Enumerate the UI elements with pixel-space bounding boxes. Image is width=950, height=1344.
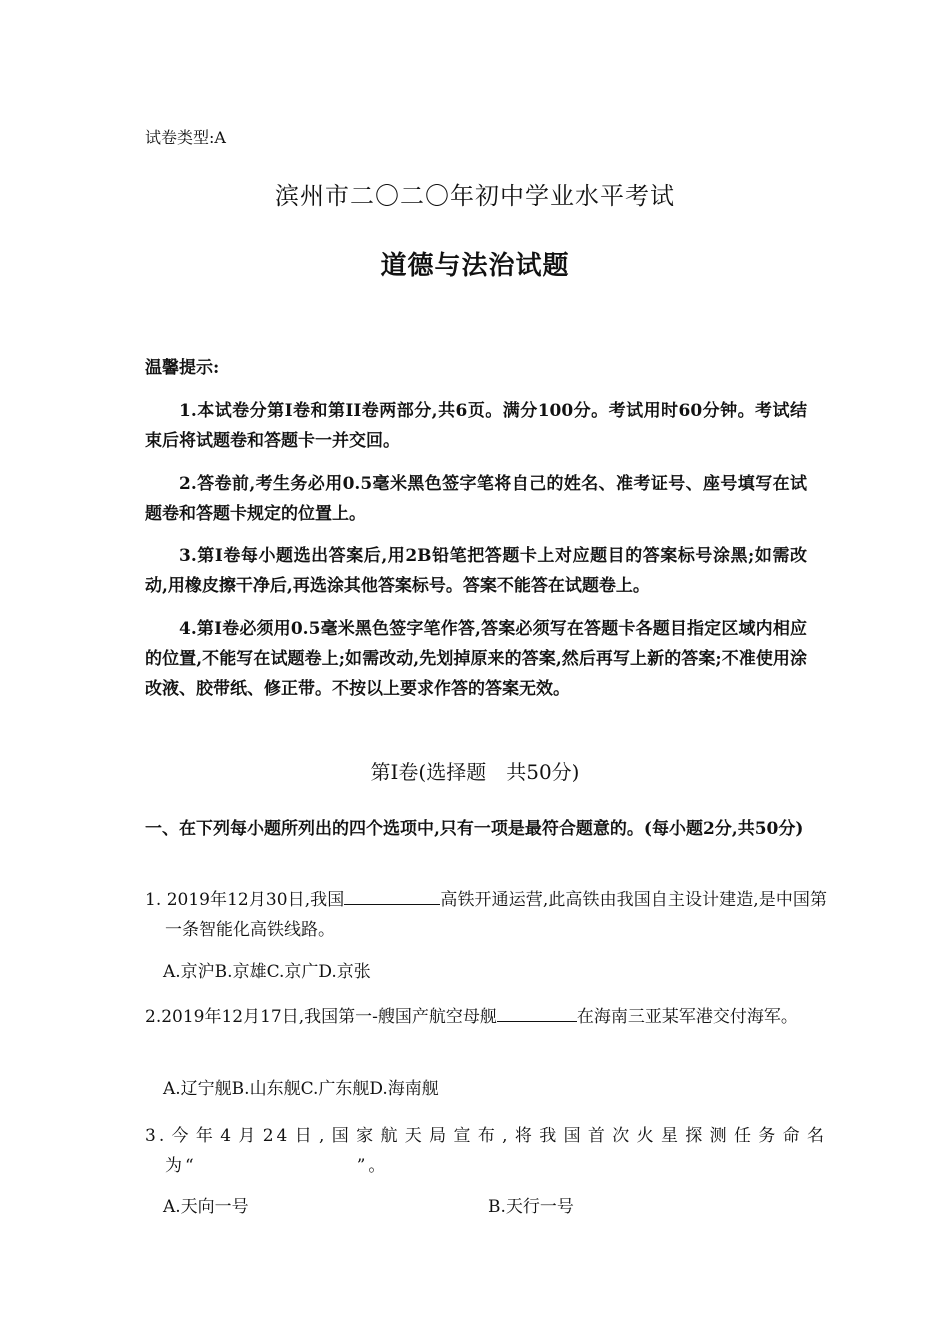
section-title: 第Ⅰ卷(选择题 共50分) <box>370 760 580 784</box>
tips-heading: 温馨提示: <box>145 358 220 378</box>
question-1-options: A.京沪B.京雄C.京广D.京张 <box>163 962 371 982</box>
exam-title: 滨州市二〇二〇年初中学业水平考试 <box>275 182 675 210</box>
question-3-option-b: B.天行一号 <box>488 1197 574 1217</box>
tip-item-3: 3.第Ⅰ卷每小题选出答案后,用2B铅笔把答题卡上对应题目的答案标号涂黑;如需改动,用橡皮擦干净后,再选涂其他答案标号。答案不能答在试题卷上。 <box>145 546 807 596</box>
subject-title: 道德与法治试题 <box>380 251 570 281</box>
question-1-before: 1. 2019年12月30日,我国 <box>145 890 345 910</box>
tip-item-1: 1.本试卷分第Ⅰ卷和第II卷两部分,共6页。满分100分。考试用时60分钟。考试结束后将试题卷和答题卡一并交回。 <box>145 401 807 451</box>
answer-blank <box>344 886 440 905</box>
answer-blank <box>497 1003 577 1022</box>
tip-item-4: 4.第Ⅰ卷必须用0.5毫米黑色签字笔作答,答案必须写在答题卡各题目指定区域内相应的位置,不能写在试题卷上;如需改动,先划掉原来的答案,然后再写上新的答案;不准使用涂改液、胶带纸、修正带。不按以上要求作答的答案无效。 <box>145 619 807 699</box>
question-2-options: A.辽宁舰B.山东舰C.广东舰D.海南舰 <box>163 1079 439 1099</box>
question-3-option-a: A.天向一号 <box>163 1197 249 1217</box>
part-instruction: 一、在下列每小题所列出的四个选项中,只有一项是最符合题意的。(每小题2分,共50分) <box>145 819 804 839</box>
question-2-after: 在海南三亚某军港交付海军。 <box>576 1007 798 1027</box>
tip-item-2: 2.答卷前,考生务必用0.5毫米黑色签字笔将自己的姓名、准考证号、座号填写在试题卷和答题卡规定的位置上。 <box>145 474 807 524</box>
question-2 <box>145 1002 827 1032</box>
question-2-before: 2.2019年12月17日,我国第一-艘国产航空母舰 <box>145 1007 497 1027</box>
question-1-after: 高铁开通运营,此高铁由我国自主设计建造,是中国第一条智能化高铁线路。 <box>165 890 827 940</box>
paper-type-label: 试卷类型:A <box>145 128 226 147</box>
question-3: 3.今年4月24日,国家航天局宣布,将我国首次火星探测任务命名为“ ”。 <box>145 1126 827 1176</box>
question-1 <box>145 885 827 945</box>
